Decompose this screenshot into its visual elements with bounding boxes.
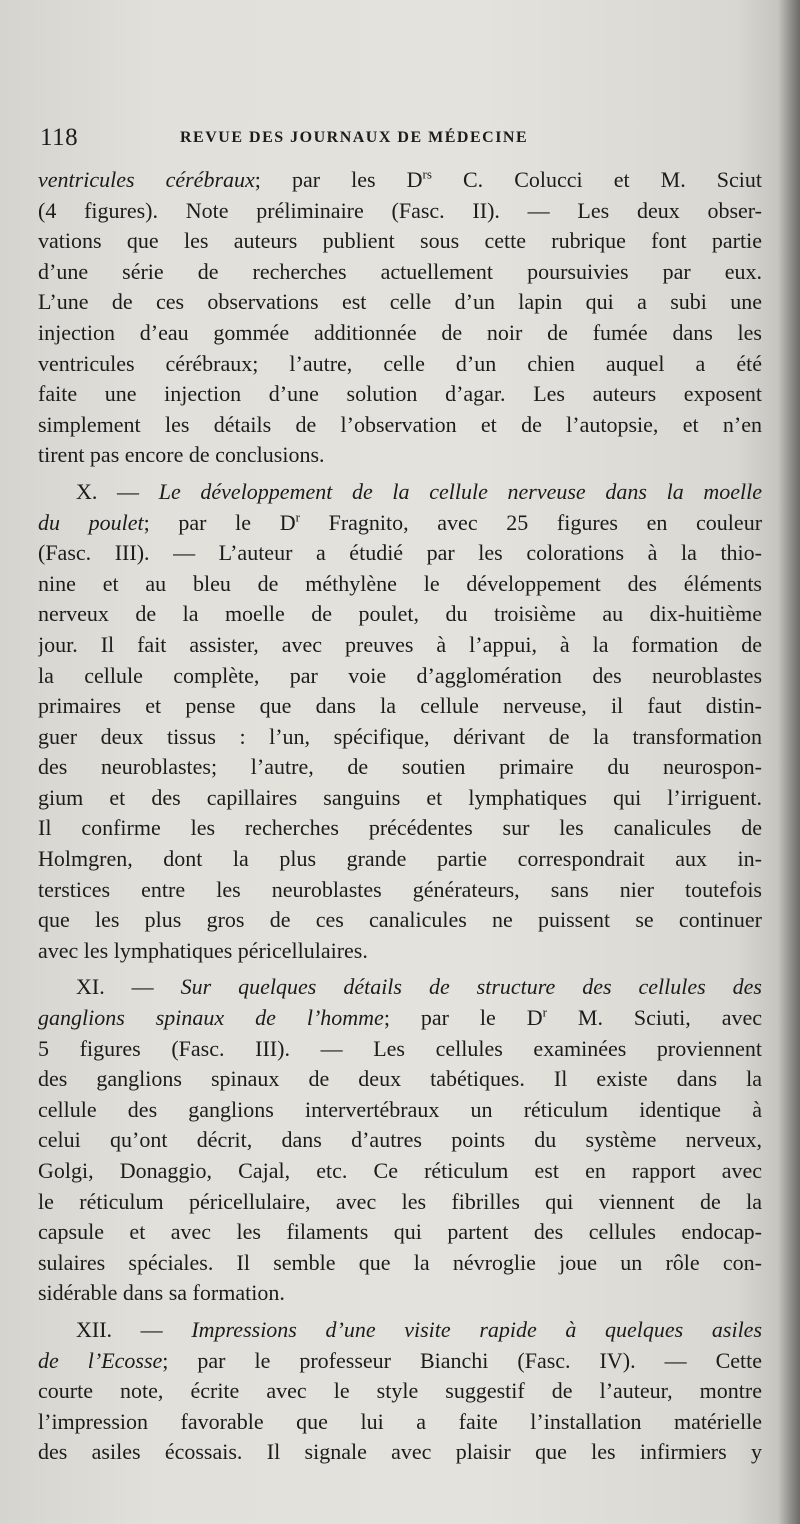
text-run: injection d’eau gommée additionnée de noir de fumée dans les <box>38 319 762 345</box>
text-run: primaires et pense que dans la cellule nerveuse, il faut distin- <box>38 693 762 719</box>
text-run: ventricules cérébraux; l’autre, celle d’un chien auquel a été <box>38 350 762 376</box>
text-line <box>38 844 762 875</box>
text-run: des neuroblastes; l’autre, de soutien primaire du neurospon- <box>38 754 762 780</box>
text-run: le réticulum péricellulaire, avec les fibrilles qui viennent de la <box>38 1188 762 1214</box>
text-run: des asiles écossais. Il signale avec plaisir que les infirmiers y <box>38 1439 762 1465</box>
text-line <box>38 1034 762 1065</box>
text-run: C. Colucci et M. Sciut <box>431 167 762 192</box>
text-line <box>38 1248 762 1279</box>
text-run: avec les lymphatiques péricellulaires. <box>38 937 368 963</box>
text-line <box>38 379 762 410</box>
text-run: ; par le D <box>143 509 296 535</box>
text-run: ; par le professeur Bianchi (Fasc. IV). — Cette <box>162 1347 762 1373</box>
text-line <box>38 440 762 471</box>
italic-text: Sur quelques détails de structure des cellules des <box>180 974 762 1000</box>
text-line <box>38 1278 762 1309</box>
text-line <box>38 599 762 630</box>
running-head: REVUE DES JOURNAUX DE MÉDECINE <box>180 129 529 146</box>
text-run: simplement les détails de l’observation et de l’autopsie, et n’en <box>38 411 762 437</box>
page-edge-shadow <box>778 0 800 1524</box>
text-run: gium et des capillaires sanguins et lymphatiques qui l’irriguent. <box>38 784 762 810</box>
text-run: courte note, écrite avec le style suggestif de l’auteur, montre <box>38 1378 762 1404</box>
text-run: la cellule complète, par voie d’agglomération des neuroblastes <box>38 662 762 688</box>
italic-text: Impressions d’une visite rapide à quelques asiles <box>191 1316 762 1342</box>
text-line <box>38 1095 762 1126</box>
text-run: ; par les D <box>254 167 423 192</box>
text-run: XI. — <box>76 974 181 1000</box>
text-run: L’une de ces observations est celle d’un lapin qui a subi une <box>38 289 762 315</box>
text-line <box>38 1156 762 1187</box>
text-run: Golgi, Donaggio, Cajal, etc. Ce réticulum est en rapport avec <box>38 1158 762 1183</box>
text-line <box>38 226 762 257</box>
superscript: r <box>295 509 300 525</box>
text-line <box>38 905 762 936</box>
text-line <box>38 1064 762 1095</box>
text-run: sulaires spéciales. Il semble que la névroglie joue un rôle con- <box>38 1249 762 1275</box>
text-run: faite une injection d’une solution d’agar. Les auteurs exposent <box>38 381 762 407</box>
text-run: Fragnito, avec 25 figures en couleur <box>299 509 762 535</box>
page-header <box>40 124 762 156</box>
text-run: capsule et avec les filaments qui partent des cellules endocap- <box>38 1219 762 1245</box>
text-line <box>38 1125 762 1156</box>
text-line <box>38 1437 762 1468</box>
text-line <box>38 569 762 600</box>
text-run: d’une série de recherches actuellement poursuivies par eux. <box>38 258 762 284</box>
superscript: r <box>542 1004 547 1020</box>
text-line <box>38 165 762 196</box>
text-run: nerveux de la moelle de poulet, du troisième au dix-huitième <box>38 601 762 627</box>
text-line <box>38 722 762 753</box>
text-run: vations que les auteurs publient sous cette rubrique font partie <box>38 228 762 254</box>
text-run: des ganglions spinaux de deux tabétiques. Il existe dans la <box>38 1066 762 1092</box>
text-line <box>38 972 762 1003</box>
text-run: XII. — <box>76 1316 192 1342</box>
text-line <box>38 1407 762 1438</box>
text-run: guer deux tissus : l’un, spécifique, dérivant de la transformation <box>38 723 762 749</box>
text-run: ; par le D <box>383 1005 543 1031</box>
text-line <box>38 1315 762 1346</box>
page-number: 118 <box>40 124 79 151</box>
body-text <box>38 165 762 1468</box>
text-line <box>38 630 762 661</box>
text-run: terstices entre les neuroblastes générateurs, sans nier toutefois <box>38 876 762 902</box>
text-run: (4 figures). Note préliminaire (Fasc. II). — Les deux obser- <box>38 197 762 223</box>
text-run: M. Sciuti, avec <box>546 1005 762 1031</box>
italic-text: ventricules cérébraux <box>38 167 255 192</box>
text-line <box>38 936 762 967</box>
italic-text: ganglions spinaux de l’homme <box>38 1005 384 1031</box>
text-line <box>38 1376 762 1407</box>
text-run: celui qu’ont décrit, dans d’autres points du système nerveux, <box>38 1127 762 1153</box>
text-line <box>38 1187 762 1218</box>
text-line <box>38 477 762 508</box>
text-run: 5 figures (Fasc. III). — Les cellules examinées proviennent <box>38 1035 762 1061</box>
text-run: cellule des ganglions intervertébraux un réticulum identique à <box>38 1096 762 1122</box>
text-line <box>38 257 762 288</box>
text-run: l’impression favorable que lui a faite l’installation matérielle <box>38 1408 762 1434</box>
text-line <box>38 1003 762 1034</box>
text-line <box>38 410 762 441</box>
text-line <box>38 287 762 318</box>
text-run: tirent pas encore de conclusions. <box>38 442 325 468</box>
text-run: jour. Il fait assister, avec preuves à l’appui, à la formation de <box>38 631 762 657</box>
text-line <box>38 1346 762 1377</box>
italic-text: Le développement de la cellule nerveuse dans la moelle <box>158 478 762 504</box>
text-line <box>38 1217 762 1248</box>
text-line <box>38 661 762 692</box>
superscript: rs <box>422 166 432 182</box>
italic-text: du poulet <box>38 509 144 535</box>
text-line <box>38 813 762 844</box>
text-line <box>38 752 762 783</box>
text-line <box>38 875 762 906</box>
text-run: que les plus gros de ces canalicules ne puissent se continuer <box>38 907 762 933</box>
text-run: sidérable dans sa formation. <box>38 1280 285 1306</box>
text-run: X. — <box>76 478 159 504</box>
text-line <box>38 196 762 227</box>
text-line <box>38 538 762 569</box>
text-line <box>38 508 762 539</box>
text-run: Il confirme les recherches précédentes sur les canalicules de <box>38 815 762 841</box>
text-run: nine et au bleu de méthylène le développement des éléments <box>38 570 762 596</box>
italic-text: de l’Ecosse <box>38 1347 163 1373</box>
text-run: Holmgren, dont la plus grande partie correspondrait aux in- <box>38 846 762 872</box>
text-line <box>38 691 762 722</box>
text-run: (Fasc. III). — L’auteur a étudié par les colorations à la thio- <box>38 540 762 566</box>
text-line <box>38 783 762 814</box>
text-line <box>38 349 762 380</box>
text-line <box>38 318 762 349</box>
